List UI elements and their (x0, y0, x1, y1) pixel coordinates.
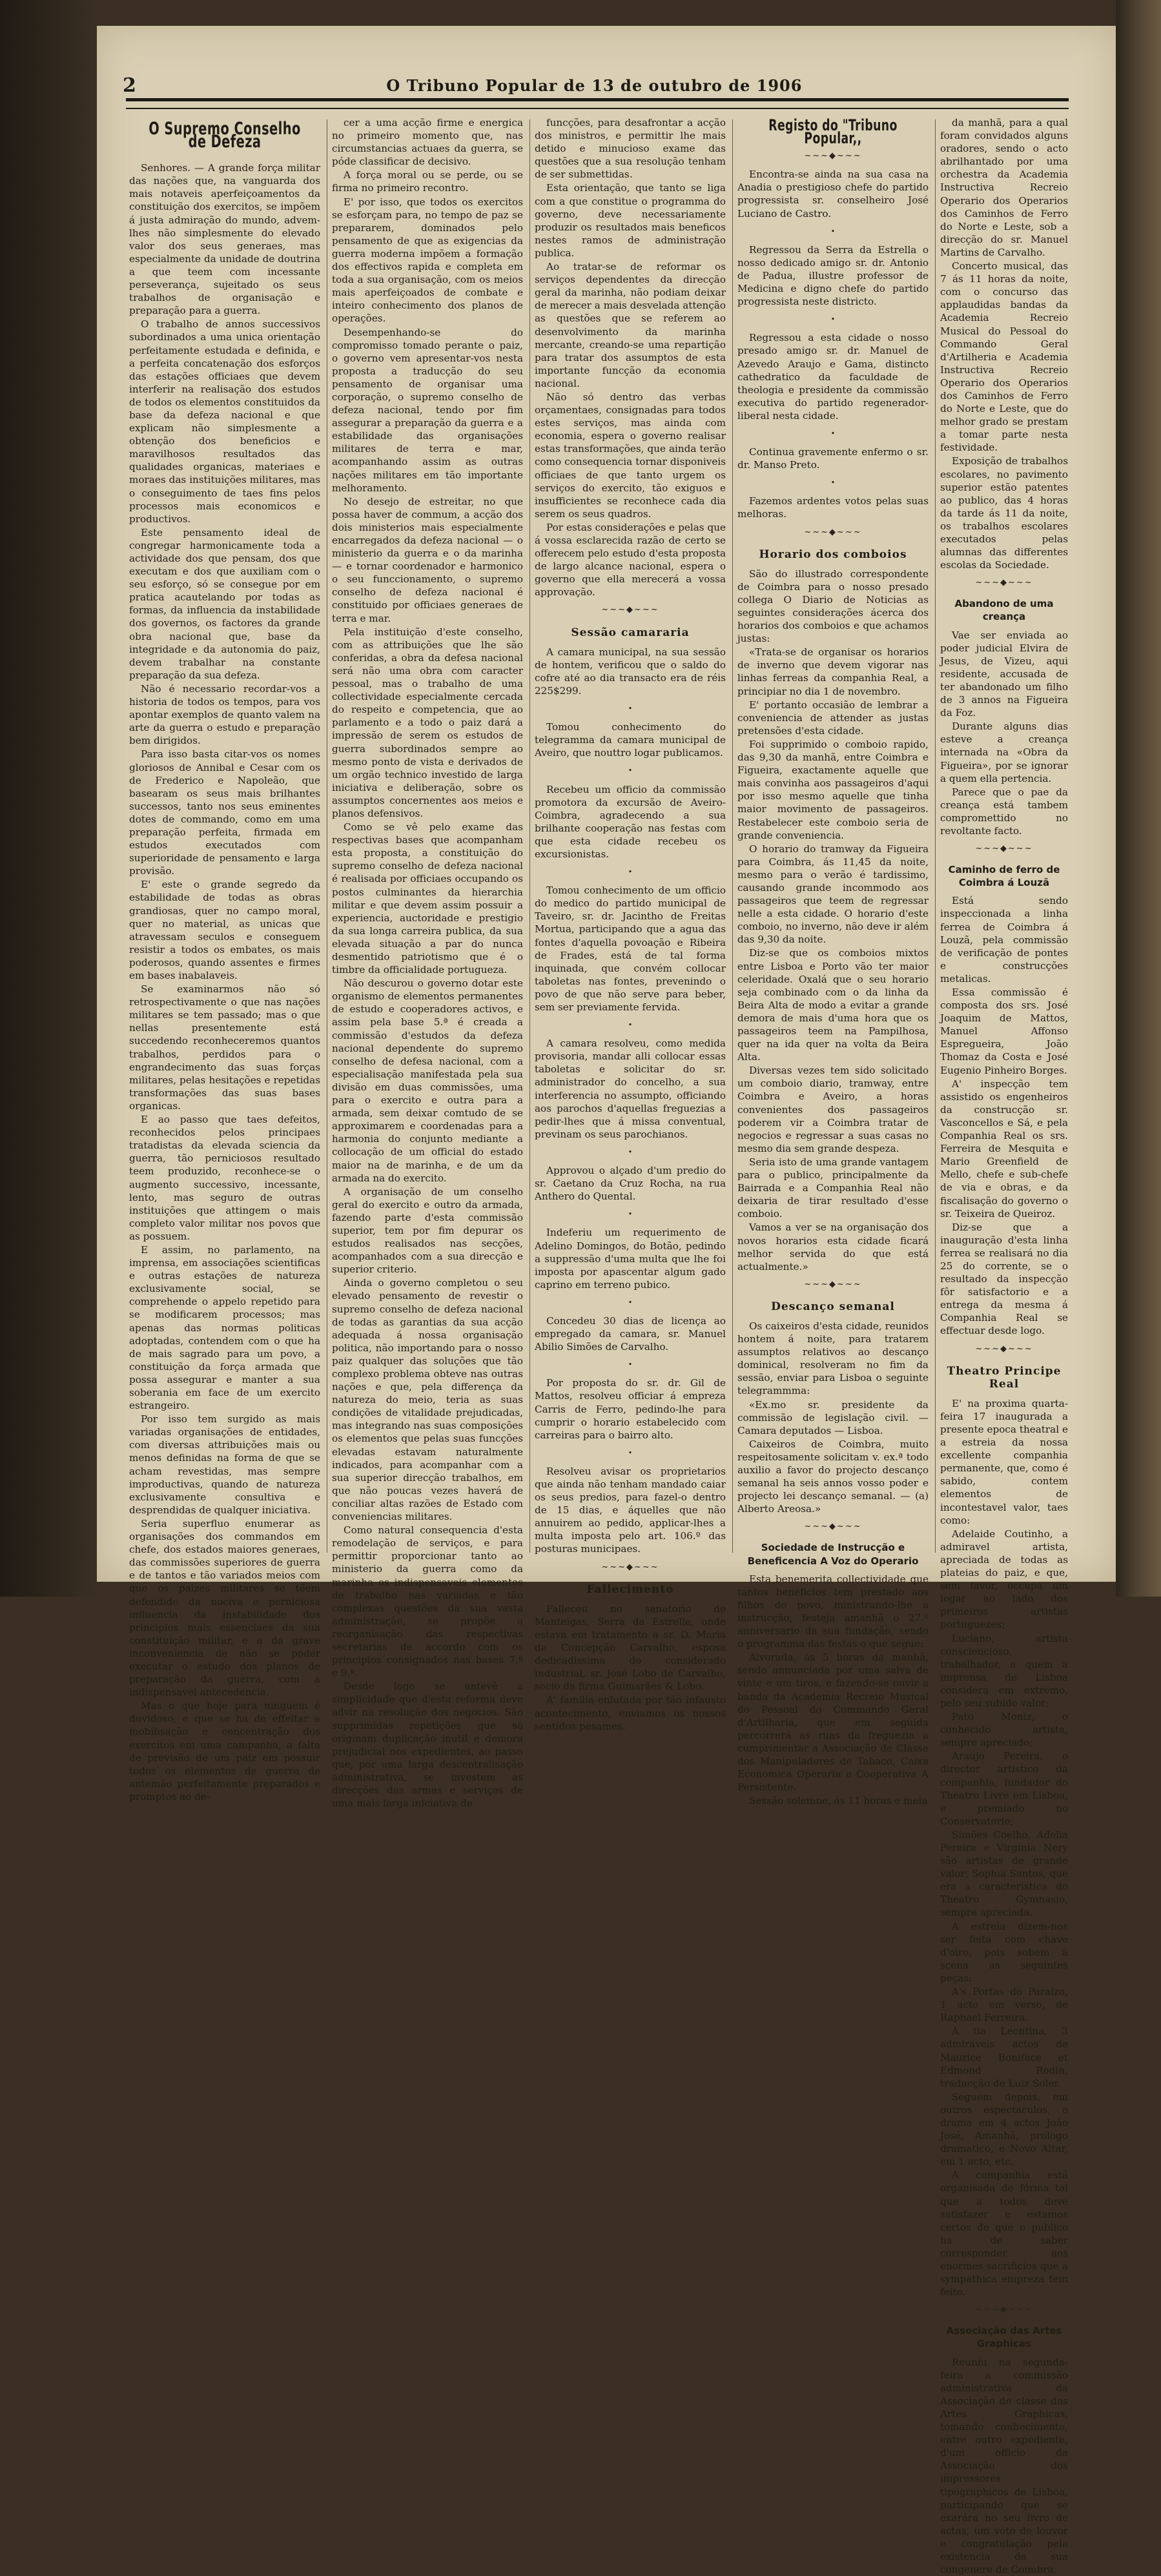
paragraph: Diz-se que os comboios mixtos entre Lisboa e Porto vão ter maior celeridade. Oxalá que o seu horario seja combinado com o da linha da Beira Alta de modo a evitar a grande demora de mais d'uma hora que os passageiros teem na Pampilhosa, quer na ida quer na volta da Beira Alta. (737, 947, 929, 1063)
column-divider (935, 119, 936, 1553)
paragraph: Como natural consequencia d'esta remodelação de serviços, e para permittir proporcionar tanto ao ministerio da guerra como da marinha os indispensaveis elementos de trabalho nas variadas e tão complexas questões da sua vasta administração, se propõe a reorganisação das respectivas secretarias de accordo com os principios consignados nas bases 7.ª e 9.ª. (332, 1524, 523, 1679)
article-body (129, 161, 320, 1803)
paragraph: Tomou conhecimento do telegramma da camara municipal de Aveiro, que nouttro logar publicamos. (535, 721, 726, 759)
paragraph: Mas o que hoje para ninguem é duvidoso, e que se ha de effeitar a mobilisação e concentração dos exercitos em uma campanha, a falta de previsão de um paiz em possuir todos os elementos de guerra de antemão perfeitamente preparados e promptos ao de- (129, 1700, 320, 1803)
paragraph: Seria superfluo enumerar as organisações dos commandos em chefe, dos estados maiores generaes, das commissões superiores de guerra e de tantos e tão variados meios com que os paizes militares se têem defendido da nociva e perniciosa influencia da instabilidade dos principios mais essenciaes da sua constituição militar, e a da grave inconveniencia de não se poder executar o estudo dos planos de preparação da guerra, com a indispensavel antecedencia. (129, 1517, 320, 1699)
paragraph: Concerto musical, das 7 ás 11 horas da noite, com o concurso das applaudidas bandas da Academia Recreio Musical do Pessoal do Commando Geral d'Artilheria e Academia Instructiva Recreio Operario dos Operarios dos Caminhos de Ferro do Norte e Leste, que do melhor grado se prestam a tomar parte nesta festividade. (940, 260, 1068, 454)
item-separator-dot: • (830, 429, 836, 438)
paragraph: Luciano, artista consciencioso, trabalhador, a quem a imprensa de Lisboa considera em extremo, pelo seu subido valor; (940, 1632, 1068, 1709)
paragraph: Esta benemerita collectividade que tantos beneficios tem prestado aos filhos do povo, ministrando-lhe a instrucção, festeja amanhã o 27.º anniversario da sua fundação, sendo o programma das festas o que segue: (737, 1573, 929, 1650)
item-separator-dot: • (628, 1298, 633, 1307)
page-number: 2 (123, 74, 136, 97)
horario-body (737, 567, 929, 1273)
paragraph: Resolveu avisar os proprietarios que ainda não tenham mandado caiar os seus predios, para fazel-o dentro de 15 dias, e áquelles que não annuirem ao pedido, applicar-lhes a multa imposta pelo art. 106.º das posturas municipaes. (535, 1465, 726, 1555)
paragraph: Senhores. — A grande força militar das nações que, na vanguarda dos mais notaveis aperfeiçoamentos da constituição dos exercitos, se impõem á justa admiração do mundo, advem-lhes não simplesmente do elevado valor dos seus generaes, mas especialmente da unidade de doutrina a que teem com incessante perseverança, sujeitado os seus trabalhos de organisação e preparação para a guerra. (129, 162, 320, 317)
fallecimento-items (535, 1602, 726, 1733)
paragraph: Os caixeiros d'esta cidade, reunidos hontem á noite, para tratarem assumptos relativos ao descanço dominical, resolveram no fim da sessão, enviar para Lisboa o seguinte telegrammma: (737, 1320, 929, 1397)
paragraph: cer a uma acção firme e energica no primeiro momento que, nas circumstancias actuaes da guerra, se póde classificar de decisivo. (332, 117, 523, 168)
paragraph: Não é necessario recordar-vos a historia de todos os tempos, para vos apontar exemplos de quanto valem na arte da guerra o estudo e preparação bem dirigidos. (129, 682, 320, 747)
paragraph: E' na proxima quarta-feira 17 inaugurada a presente epoca theatral e a estreia da nossa excellente companhia permanente, que, como é sabido, contem elementos de incontestavel valor, taes como: (940, 1397, 1068, 1526)
paragraph: Como se vê pelo exame das respectivas bases que acompanham esta proposta, a constituição do supremo conselho de defeza nacional é realisada por officiaes occupando os postos culminantes da hierarchia militar e que devem assim possuir a experiencia, auctoridade e prestigio da sua longa carreira publica, da sua elevada situação a par do nunca desmentido patriotismo que é o timbre da officialidade portugueza. (332, 821, 523, 976)
paragraph: A força moral ou se perde, ou se firma no primeiro recontro. (332, 169, 523, 194)
paragraph: «Trata-se de organisar os horarios de inverno que devem vigorar nas linhas ferreas da companhia Real, a principiar no dia 1 de novembro. (737, 646, 929, 697)
paragraph: Vamos a ver se na organisação dos novos horarios esta cidade ficará melhor servida do que está actualmente.» (737, 1222, 929, 1273)
section-title-horario: Horario dos comboios (759, 547, 907, 561)
paragraph: Essa commissão é composta dos srs. José Joaquim de Mattos, Manuel Affonso Espregueira, João Thomaz da Costa e José Eugenio Pinheiro Borges. (940, 986, 1068, 1076)
article-body-continued (332, 116, 523, 1810)
paragraph: Por proposta do sr. dr. Gil de Mattos, resolveu officiar á empreza Carris de Ferro, pedindo-lhe para cumprir o horario estabelecido com carreiras para o bairro alto. (535, 1377, 726, 1441)
item-separator-dot: • (628, 1021, 633, 1030)
column-1 (129, 116, 320, 1803)
section-title-abandono: Abandono de uma creança (954, 598, 1054, 623)
voz-operario-body (737, 1573, 929, 1808)
section-title-caminho-ferro: Caminho de ferro de Coimbra á Louzã (948, 864, 1060, 889)
column-divider (529, 119, 530, 1553)
paragraph: A camara municipal, na sua sessão de hontem, verificou que o saldo do cofre até ao dia transacto era de réis 225$299. (535, 646, 726, 697)
paragraph: Falleceu no sanatorio de Manteigas, Serra da Estrella, onde estava em tratamento a sr. D. Maria da Concepção Carvalho, esposa dedicadissima do considerado industrial, sr. José Lobo de Carvalho, socio da firma Guimarães & Lobo. (535, 1602, 726, 1693)
column-4 (737, 116, 929, 1807)
ornament-divider: ~~~◆~~~ (601, 605, 659, 615)
sessao-items (535, 646, 726, 1556)
item-separator-dot: • (628, 704, 633, 713)
paragraph: São do illustrado correspondente de Coimbra para o nosso presado collega O Diario de Noticias as seguintes considerações ácerca dos horarios dos comboios e que achamos justas: (737, 567, 929, 645)
paragraph: Seguem depois, em outros espectaculos, o drama em 4 actos João José, Amanhã, prologo dramatico, e Novo Altar, em 1 acto, etc. (940, 2090, 1068, 2168)
paragraph: Simões Coelho, Adelia Pereira e Virginia Nery são artistas de grande valor; Sophia Santos, que era a caracteristica do Theatro Gymnasio, sempre apreciada. (940, 1828, 1068, 1919)
paragraph: Desempenhando-se do compromisso tomado perante o paiz, o governo vem apresentar-vos nesta proposta a traducção do seu pensamento de organisar uma corporação, o supremo conselho de defeza nacional, tendo por fim assegurar a preparação da guerra e a estabilidade das organisações militares de terra e mar, acompanhando assim as outras nações militares em tão importante melhoramento. (332, 326, 523, 494)
paragraph: E' este o grande segredo da estabilidade de todas as obras grandiosas, quer no campo moral, quer no material, as unicas que atravessam seculos e conseguem resistir a todos os embates, os mais poderosos, quando assentes e firmes em bases inabalaveis. (129, 879, 320, 981)
column-3 (535, 116, 726, 1732)
paragraph: A companhia está organisada de fórma tal que a todos deve satisfazer e estamos certos de que o publico ha de saber corresponder aos enormes sacrificios que a sympathica empreza tem feito. (940, 2169, 1068, 2298)
ornament-divider: ~~~◆~~~ (601, 1562, 659, 1572)
paragraph: Foi supprimido o comboio rapido, das 9,30 da manhã, entre Coimbra e Figueira, exactamente aquelle que mais convinha aos passageiros d'aqui por isso mesmo aquelle que tinha maior movimento de passageiros. Restabelecer este comboio seria de grande conveniencia. (737, 738, 929, 841)
section-title-theatro: Theatro Principe Real (947, 1364, 1062, 1391)
paragraph: A' inspecção tem assistido os engenheiros da construcção sr. Vasconcellos e Sá, e pela Companhia Real os srs. Ferreira de Mesquita e Mario Greenfield de Mello, chefe e sub-chefe de via e obras, e da fiscalisação do governo o sr. Teixeira de Queiroz. (940, 1078, 1068, 1220)
caminho-ferro-body (940, 894, 1068, 1337)
item-separator-dot: • (830, 315, 836, 324)
paragraph: Pela instituição d'este conselho, com as attribuições que lhe são conferidas, a obra da defesa nacional será não uma obra com caracter pessoal, mas o trabalho de uma collectividade especialmente cercada do respeito e competencia, que ao parlamento e a todo o paiz dará a impressão de serem os estudos de guerra subordinados sempre ao mesmo ponto de vista e derivados de um orgão technico investido de larga iniciativa e deliberação, sobre os assumptos concernentes aos meios e planos defensivos. (332, 626, 523, 819)
paragraph: Approvou o alçado d'um predio do sr. Caetano da Cruz Rocha, na rua Anthero do Quental. (535, 1165, 726, 1203)
paragraph: Alvorada, ás 5 horas da manhã, sendo annunciada por uma salva de vinte e um tiros, e fazendo-se ouvir a banda da Academia Recreio Musical do Pessoal do Commando Geral d'Artilharia, que em seguida percorrerá as ruas da freguezia a cumprimentar a Associação de Classe dos Manipuladores de Tabaco, Caixa Economica Operaria e Cooperativa A Persistente. (737, 1651, 929, 1794)
ornament-divider: ~~~◆~~~ (804, 1279, 862, 1289)
paragraph: E' por isso, que todos os exercitos se esforçam para, no tempo de paz se prepararem, dominados pelo pensamento de que as exigencias da guerra moderna impõem a formação dos effectivos rapida e completa em toda a sua organisação, com os meios mais aperfeiçoados de combate e inteiro conhecimento dos planos de operações. (332, 196, 523, 325)
paragraph: A camara resolveu, como medida provisoria, mandar alli collocar essas taboletas e solicitar do sr. administrador do concelho, a sua interferencia no assumpto, officiando aos parochos d'aquellas freguezias a pedir-lhes que á missa conventual, previnam os seus parochianos. (535, 1038, 726, 1140)
theatro-body (940, 1397, 1068, 2298)
item-separator-dot: • (628, 1210, 633, 1219)
paragraph: Ao tratar-se de reformar os serviços dependentes da direcção geral da marinha, não podiam deixar de merecer a mais desvelada attenção as questões que se referem ao desenvolvimento da marinha mercante, creando-se uma repartição para tratar dos assumptos de esta importante funcção da economia nacional. (535, 261, 726, 389)
paragraph: E assim, no parlamento, na imprensa, em associações scientificas e outras estações de natureza exclusivamente social, se comprehende o appelo repetido para se modificarem processos; mas apenas das normas politicas adoptadas, contendem com o que ha de mais sagrado para um povo, a constituição da força armada que possa assegurar e manter a sua soberania em face de um exercito estrangeiro. (129, 1243, 320, 1412)
paragraph: Esta orientação, que tanto se liga com a que constitue o programma do governo, deve necessariamente produzir os resultados mais beneficos nestes ramos de administração publica. (535, 182, 726, 259)
paragraph: Sessão solemne, ás 11 horas e meia (749, 1795, 928, 1807)
paragraph: No desejo de estreitar, no que possa haver de commum, a acção dos dois ministerios mais especialmente encarregados da defeza nacional — o ministerio da guerra e o da marinha — e tornar coordenador e harmonico o seu funccionamento, o supremo conselho de defeza nacional é constituido por officiaes generaes de terra e mar. (332, 495, 523, 624)
column-5 (940, 116, 1068, 2576)
paragraph: «Ex.mo sr. presidente da commissão de legislação civil. — Camara deputados — Lisboa. (737, 1398, 929, 1436)
ornament-divider: ~~~◆~~~ (975, 2305, 1033, 2315)
paragraph: Não só dentro das verbas orçamentaes, consignadas para todos estes serviços, mas ainda com economia, espera o governo realisar estas transformações, que ainda terão como consequencia tornar disponiveis officiaes de que tanto urgem os serviços do exercito, tão exiguos e insufficientes se reconhece cada dia serem os seus quadros. (535, 391, 726, 520)
paragraph: Reuniu na segunda-feira a commissão administrativa da Associação de classe das Artes Graphicas, tomando conhecimento, entre outro expediente, d'um officio da Associação dos impressores tipographicos de Lisboa, participando que se exarára no seu livro de actas, um voto de louvor e congratulação pela existencia da sua congenere de Coimbra. (940, 2356, 1068, 2576)
paragraph: Concedeu 30 dias de licença ao empregado da camara, sr. Manuel Abilio Simões de Carvalho. (535, 1314, 726, 1353)
paragraph: Regressou a esta cidade o nosso presado amigo sr. dr. Manuel de Azevedo Araujo e Gama, distincto cathedratico da faculdade de theologia e presidente da commissão executiva do partido regenerador-liberal nesta cidade. (737, 332, 929, 422)
paragraph: Por isso tem surgido as mais variadas organisações de entidades, com diversas attribuições mais ou menos definidas na forma de que se acham revestidas, mas sempre improductivas, quando de natureza exclusivamente consultiva e desprendidas de qualquer iniciativa. (129, 1413, 320, 1516)
paragraph: A tia Leontina, 3 admiraveis actos de Maurice Boniface et Edmond Rodin, traducção de Luiz Soler. (940, 2025, 1068, 2089)
page-edge-left (0, 0, 97, 1597)
paragraph: Continua gravemente enfermo o sr. dr. Manso Preto. (737, 446, 929, 471)
item-separator-dot: • (830, 478, 836, 487)
paragraph: Ainda o governo completou o seu elevado pensamento de revestir o supremo conselho de defeza nacional de todas as garantias da sua acção adequada á nossa organisação politica, não importando para o nosso paiz qualquer das soluções que tão complexo problema obteve nas outras nações e que, pela differença da natureza do meio, teria as suas condições de vitalidade prejudicadas, mas integrando nas suas composições os elementos que pelas suas funcções elevadas estavam naturalmente indicados, para acompanhar com a sua superior direcção trabalhos, em que não poucas vezes haverá de conciliar altas razões de Estado com conveniencias militares. (332, 1277, 523, 1523)
artes-graphicas-body (940, 2356, 1068, 2576)
page-edge-right (1116, 0, 1161, 1597)
paragraph: Se examinarmos não só retrospectivamente o que nas nações militares se tem passado; mas o que nellas presentemente está succedendo reconheceremos quantos trabalhos, perdidos para o engrandecimento das suas forças militares, pelas hesitações e repetidas transformações das suas bases organicas. (129, 983, 320, 1112)
paragraph: Este pensamento ideal de congregar harmonicamente toda a actividade dos que pensam, dos que executam e dos que auxiliam com o seu esforço, só se consegue por em pratica acautelando por todas as formas, da influencia da instabilidade dos governos, os factores da grande obra nacional que, base da integridade e da autonomia do paiz, devem trabalhar na constante preparação da sua defeza. (129, 526, 320, 681)
paragraph: Araujo Pereira, o director artistico da companhia, fundador do Theatro Livre em Lisboa, e premiado no Conservatorio; (940, 1750, 1068, 1827)
paragraph: Indeferiu um requerimento de Adelino Domingos, do Botão, pedindo a suppressão d'uma multa que lhe foi imposta por apascentar algum gado caprino em terreno pubico. (535, 1227, 726, 1291)
ornament-divider: ~~~◆~~~ (804, 151, 862, 161)
section-title-sessao: Sessão camararia (571, 626, 690, 639)
section-title-artes-graphicas: Associação das Artes Graphicas (946, 2325, 1062, 2350)
paragraph: Vae ser enviada ao poder judicial Elvira de Jesus, de Vizeu, aqui residente, accusada de ter abandonado um filho de 3 annos na Figueira da Foz. (940, 629, 1068, 719)
item-separator-dot: • (628, 1448, 633, 1457)
item-separator-dot: • (628, 868, 633, 877)
paragraph: Encontra-se ainda na sua casa na Anadia o prestigioso chefe do partido progressista sr. conselheiro José Luciano de Castro. (737, 169, 929, 220)
paragraph: Diversas vezes tem sido solicitado um comboio diario, tramway, entre Coimbra e Aveiro, a horas convenientes dos passageiros poderem vir a Coimbra tratar de negocios e regressar a suas casas no mesmo dia sem grande despeza. (737, 1065, 929, 1154)
paragraph: Durante alguns dias esteve a creança internada na «Obra da Figueira», por se ignorar a quem ella pertencia. (940, 721, 1068, 784)
paragraph: A' familia enlutada por tão infausto acontecimento, enviamos os nossos sentidos pesames. (535, 1694, 726, 1732)
registo-items (737, 168, 929, 520)
voz-operario-continued (940, 116, 1068, 571)
ornament-divider: ~~~◆~~~ (804, 1522, 862, 1532)
article-body-end (535, 116, 726, 598)
ornament-divider: ~~~◆~~~ (975, 578, 1033, 588)
section-title-fallecimento: Fallecimento (586, 1582, 674, 1596)
paragraph: Seria isto de uma grande vantagem para o publico, principalmente da Bairrada e a Companhia Real não deixaria de tirar resultado d'esse comboio. (737, 1156, 929, 1220)
paragraph: Recebeu um officio da commissão promotora da excursão de Aveiro-Coimbra, agradecendo a sua brilhante cooperação nas festas com que esta cidade recebeu os excursionistas. (535, 783, 726, 860)
item-separator-dot: • (830, 227, 836, 236)
paragraph: O trabalho de annos successivos subordinados a uma unica orientação perfeitamente estudada e definida, e a perfeita concatenação dos esforços das estações officiaes que devem interferir na realisação dos estudos de todos os elementos constituidos da base da defeza nacional e que explicam não simplesmente a obtenção dos beneficios e maravilhosos resultados das qualidades organicas, materiaes e moraes das instituições militares, mas o conseguimento de taes fins pelos processos mais economicos e productivos. (129, 318, 320, 525)
ornament-divider: ~~~◆~~~ (804, 527, 862, 537)
masthead (123, 72, 1072, 98)
item-separator-dot: • (628, 1147, 633, 1156)
paragraph: E ao passo que taes defeitos, reconhecidos pelos principaes tratadistas da elevada sciencia da guerra, tão perniciosos resultado teem produzido, reconhece-se o augmento successivo, incessante, lento, mas seguro de outras instituições que attingem o mais completo valor militar nos povos que as possuem. (129, 1114, 320, 1242)
column-2 (332, 116, 523, 1810)
section-title-voz-operario: Sociedade de Instrucção e Beneficencia A Voz do Operario (747, 1542, 919, 1567)
descanco-body (737, 1320, 929, 1515)
paragraph: O horario do tramway da Figueira para Coimbra, ás 11,45 da noite, mesmo para o verão é tardissimo, causando grande incommodo aos passageiros que teem de regressar nelle a esta cidade. O horario d'este comboio, no inverno, não deve ir além das 9,30 da noite. (737, 843, 929, 946)
paragraph: A estreia dizem-nos ser feita com chave d'oiro, pois sobem á scena as seguintes peças: (940, 1920, 1068, 1984)
paragraph: Por estas considerações e pelas que á vossa esclarecida razão de certo se offerecem pelo estudo d'esta proposta de largo alcance nacional, espera o governo que ella merecerá a vossa approvação. (535, 521, 726, 598)
section-title-descanco: Descanço semanal (771, 1300, 895, 1313)
masthead-rule (126, 98, 1069, 109)
paragraph: Para isso basta citar-vos os nomes gloriosos de Annibal e Cesar com os de Frederico e Napoleão, que basearam os seus mais brilhantes successos, tanto nos seus eminentes dotes de commando, como em uma preparação perfeita, firmada em estudos executados com superioridade de pensamento e larga provisão. (129, 748, 320, 877)
article-title: O Supremo Conselho de Defeza (149, 119, 301, 152)
paragraph: Parece que o pae da creança está tambem compromettido no revoltante facto. (940, 786, 1068, 837)
paragraph: Pato Moniz, o conhecido artista, sempre apreciado; (940, 1711, 1068, 1749)
ornament-divider: ~~~◆~~~ (975, 844, 1033, 854)
paragraph: Caixeiros de Coimbra, muito respeitosamente solicitam v. ex.ª todo auxilio a favor do projecto descanço semanal ha seis annos vosso poder e projecto lei descanço semanal. — (a) Alberto Areosa.» (737, 1438, 929, 1515)
paragraph: E' portanto occasião de lembrar a conveniencia de attender as justas pretensões d'esta cidade. (737, 699, 929, 737)
paragraph: Desde logo se antevê a simplicidade que d'esta reforma deve advir na resolução dos negocios. São supprimidas repetições que só originam duplicação inutil e demora prejudicial nos expedientes, ao passo que, por uma larga descentralisação administrativa, se investem as direcções das armas e serviços de uma mais larga iniciativa de (332, 1681, 523, 1810)
paragraph: Adelaide Coutinho, a admiravel artista, apreciada de todas as plateias do paiz, e que, sem favor, occupa um logar ao lado dos primeiros artistas portuguezes; (940, 1528, 1068, 1631)
paragraph: A organisação de um conselho geral do exercito e outro da armada, fazendo parte d'esta commissão superior, tem por fim depurar os estudos realisados nas secções, acompanhados com a sua direcção e superior criterio. (332, 1185, 523, 1276)
paragraph: A's Portas do Paraizo, 1 acto em verso, de Raphael Ferreira. (940, 1986, 1068, 2024)
running-head: O Tribuno Popular de 13 de outubro de 1906 (386, 76, 803, 95)
paragraph: Está sendo inspeccionada a linha ferrea de Coimbra á Louzã, pela commissão de verificação de pontes e construcções metalicas. (940, 895, 1068, 985)
paragraph: Exposição de trabalhos escolares, no pavimento superior estão patentes ao publico, das 4 horas da tarde ás 11 da noite, os trabalhos escolares executados pelas alumnas das differentes escolas da Sociedade. (940, 455, 1068, 571)
section-title-registo: Registo do "Tribuno Popular,, (768, 116, 898, 148)
paragraph: Não descurou o governo dotar este organismo de elementos permanentes de estudo e cooperadores activos, e assim pela base 5.ª é creada a commissão d'estudos da defeza nacional dependente do supremo conselho de defesa nacional, com a especialisação manifestada pela sua divisão em duas commissões, uma para o exercito e outra para a armada, sem deixar comtudo de se approximarem e coordenadas para a harmonia do conjunto mediante a collocação de um official do estado maior na de marinha, e de um da armada na do exercito. (332, 977, 523, 1184)
paragraph: da manhã, para a qual foram convidados alguns oradores, sendo o acto abrilhantado por uma orchestra da Academia Instructiva Recreio Operario dos Operarios dos Caminhos de Ferro do Norte e Leste, sob a direcção do sr. Manuel Martins de Carvalho. (940, 117, 1068, 258)
paragraph: Tomou conhecimento de um officio do medico do partido municipal de Taveiro, sr. dr. Jacintho de Freitas Mortua, participando que a agua das fontes d'aquella povoação e Ribeira de Frades, está de tal forma inquinada, que convém collocar taboletas nas fontes, prevenindo o povo de que não serve para beber, sem ser previamente fervida. (535, 884, 726, 1013)
item-separator-dot: • (628, 766, 633, 775)
ornament-divider: ~~~◆~~~ (975, 1344, 1033, 1354)
paragraph: Fazemos ardentes votos pelas suas melhoras. (737, 495, 929, 520)
paragraph: Regressou da Serra da Estrella o nosso dedicado amigo sr. dr. Antonio de Padua, illustre professor de Medicina e digno chefe do partido progressista neste districto. (737, 243, 929, 308)
abandono-body (940, 629, 1068, 838)
paragraph: funcções, para desafrontar a acção dos ministros, e permittir lhe mais detido e minucioso exame das questões que a sua resolução tenham de ser submettidas. (535, 117, 726, 181)
item-separator-dot: • (628, 1360, 633, 1369)
column-divider (732, 119, 733, 1553)
paragraph: Diz-se que a inauguração d'esta linha ferrea se realisará no dia 25 do corrente, se o resultado da inspecção fôr satisfactorio e a entrega da mesma á Companhia Real se effectuar desde logo. (940, 1221, 1068, 1337)
